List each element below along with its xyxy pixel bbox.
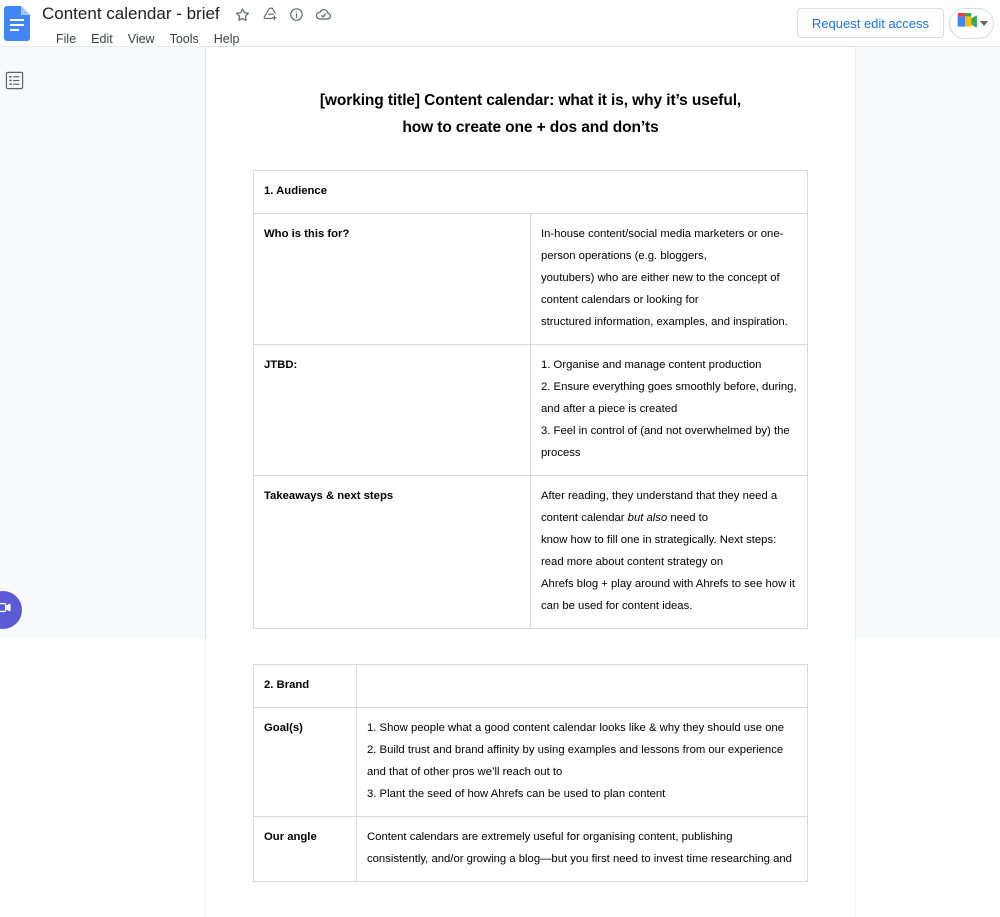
section-header-empty-cell <box>357 665 808 708</box>
video-camera-icon <box>0 599 12 621</box>
document-heading <box>253 87 808 141</box>
google-docs-icon[interactable] <box>4 6 30 41</box>
row-label: Takeaways & next steps <box>254 476 531 629</box>
document-outline-icon[interactable] <box>3 69 25 91</box>
row-label: Our angle <box>254 817 357 882</box>
row-value-line: know how to fill one in strategically. Next steps: read more about content strategy on <box>541 534 777 568</box>
row-value <box>357 708 808 817</box>
chevron-down-icon <box>980 21 988 26</box>
left-rail <box>0 47 206 638</box>
row-value <box>531 476 808 629</box>
row-value-line: 1. Organise and manage content production <box>541 359 762 371</box>
table-row <box>254 708 808 817</box>
row-value-line: consistently, and/or growing a blog—but you first need to invest time researching and <box>367 853 792 865</box>
menu-item-file[interactable]: File <box>56 32 77 46</box>
document-canvas[interactable] <box>206 47 1000 865</box>
document-title[interactable]: Content calendar - brief <box>42 4 220 23</box>
request-edit-access-button[interactable]: Request edit access <box>797 8 944 38</box>
row-value <box>357 817 808 882</box>
menu-item-edit[interactable]: Edit <box>91 32 113 46</box>
star-icon[interactable] <box>231 2 255 26</box>
title-icon-group <box>231 2 336 26</box>
heading-line-2: how to create one + dos and don’ts <box>402 119 659 136</box>
table-row <box>254 214 808 345</box>
row-value-line: structured information, examples, and inspiration. <box>541 316 788 328</box>
document-page <box>206 47 855 917</box>
row-value-line: 2. Ensure everything goes smoothly before, during, and after a piece is created <box>541 381 797 415</box>
row-value-line: Ahrefs blog + play around with Ahrefs to see how it can be used for content ideas. <box>541 578 796 612</box>
section-header-title: 1. Audience <box>254 171 808 214</box>
table-row <box>254 476 808 629</box>
document-status-info-icon[interactable] <box>285 2 309 26</box>
row-value-line: 3. Feel in control of (and not overwhelmed by) the process <box>541 425 790 459</box>
row-value <box>531 345 808 476</box>
row-value-line: and that of other pros we’ll reach out to <box>367 766 563 778</box>
title-block <box>40 2 336 50</box>
table-row <box>254 817 808 882</box>
section-table-brand <box>253 664 808 882</box>
row-value-line: 1. Show people what a good content calendar looks like & why they should use one <box>367 722 785 734</box>
row-value-line: 3. Plant the seed of how Ahrefs can be used to plan content <box>367 788 666 800</box>
section-header-title: 2. Brand <box>254 665 357 708</box>
heading-line-1: [working title] Content calendar: what it is, why it’s useful, <box>319 92 742 109</box>
row-value-line: 2. Build trust and brand affinity by using examples and lessons from our experience <box>367 744 784 756</box>
row-value-line: youtubers) who are either new to the concept of content calendars or looking for <box>541 272 780 306</box>
row-label: Goal(s) <box>254 708 357 817</box>
brief-sections <box>253 170 808 882</box>
row-value-line: In-house content/social media marketers or one-person operations (e.g. bloggers, <box>541 228 784 262</box>
section-table-audience <box>253 170 808 629</box>
google-meet-button[interactable] <box>949 8 994 39</box>
section-header-row <box>254 171 808 214</box>
row-label: Who is this for? <box>254 214 531 345</box>
google-meet-icon <box>956 13 978 35</box>
cloud-saved-icon[interactable] <box>312 2 336 26</box>
move-to-folder-icon[interactable] <box>258 2 282 26</box>
row-value-line: Content calendars are extremely useful for organising content, publishing <box>367 831 733 843</box>
row-value-line: After reading, they understand that they need a content calendar but also need to <box>541 490 778 524</box>
section-header-row <box>254 665 808 708</box>
menu-item-help[interactable]: Help <box>213 32 240 46</box>
row-value <box>531 214 808 345</box>
menu-item-view[interactable]: View <box>127 32 155 46</box>
menu-item-tools[interactable]: Tools <box>169 32 199 46</box>
app-header <box>0 0 1000 47</box>
table-row <box>254 345 808 476</box>
row-label: JTBD: <box>254 345 531 476</box>
meet-floating-button[interactable] <box>0 591 22 629</box>
